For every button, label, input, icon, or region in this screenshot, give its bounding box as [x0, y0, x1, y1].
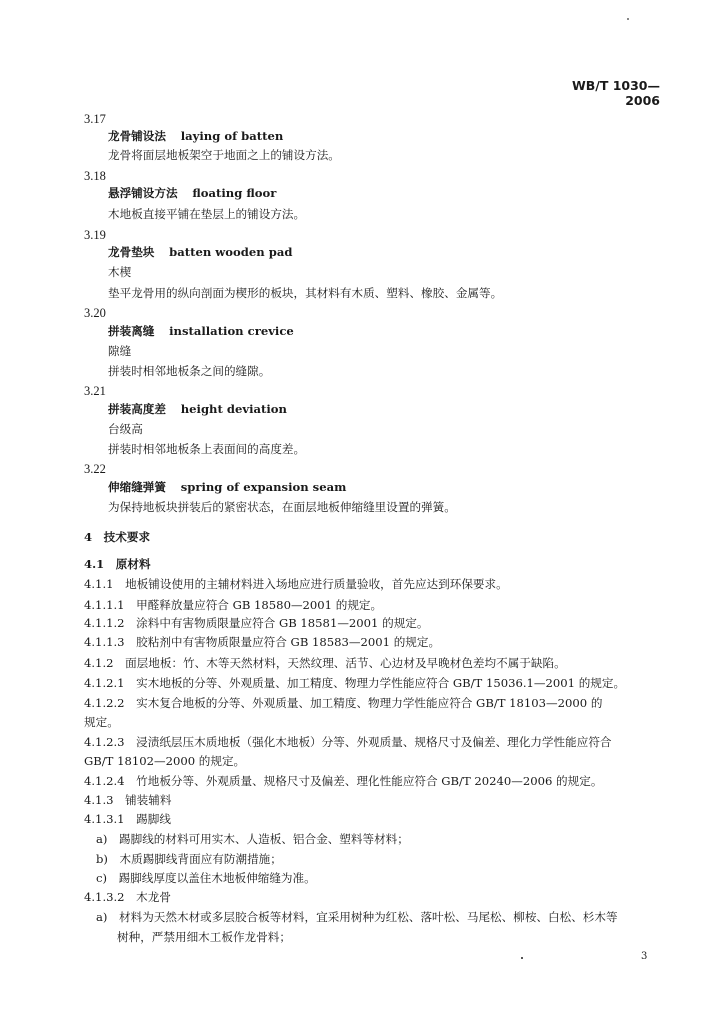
clause-4-1-1-3: 4.1.1.3 胶粘剂中有害物质限量应符合 GB 18583—2001 的规定。: [84, 635, 441, 649]
clause-number-3-19: 3.19: [84, 228, 106, 242]
term-3-17: [108, 129, 283, 143]
definition-3-19: 垫平龙骨用的纵向剖面为楔形的板块，其材料有木质、塑料、橡胶、金属等。: [108, 286, 503, 300]
list-item-a: a) 踢脚线的材料可用实木、人造板、铝合金、塑料等材料；: [96, 832, 409, 846]
clause-4-1-1: 4.1.1 地板铺设使用的主辅材料进入场地应进行质量验收，首先应达到环保要求。: [84, 577, 508, 591]
list-item-c: c) 踢脚线厚度以盖住木地板伸缩缝为准。: [96, 871, 316, 885]
term-3-20: [108, 324, 294, 338]
clause-4-1-2: 4.1.2 面层地板：竹、木等天然材料，天然纹理、活节、心边材及早晚材色差均不属于缺陷。: [84, 656, 566, 670]
clause-4-1-1-1: 4.1.1.1 甲醛释放量应符合 GB 18580—2001 的规定。: [84, 598, 383, 612]
definition-3-22: 为保持地板块拼装后的紧密状态，在面层地板伸缩缝里设置的弹簧。: [108, 500, 456, 514]
clause-number-3-17: 3.17: [84, 112, 106, 126]
term-3-21: [108, 402, 287, 416]
term-english: height deviation: [180, 402, 287, 416]
clause-4-1-2-2: 4.1.2.2 实木复合地板的分等、外观质量、加工精度、物理力学性能应符合 GB/T 18103—2000 的: [84, 696, 603, 710]
term-english: floating floor: [192, 186, 277, 200]
alias-3-21: 台级高: [108, 422, 143, 436]
section-heading: 4 技术要求: [84, 530, 151, 544]
clause-number-3-20: 3.20: [84, 306, 106, 320]
clause-4-1-2-3-cont: GB/T 18102—2000 的规定。: [84, 754, 246, 768]
clause-4-1-3-1: 4.1.3.1 踢脚线: [84, 812, 171, 826]
term-english: installation crevice: [169, 324, 294, 338]
clause-4-1-1-2: 4.1.1.2 涂料中有害物质限量应符合 GB 18581—2001 的规定。: [84, 616, 429, 630]
alias-3-19: 木楔: [108, 265, 132, 279]
term-english: batten wooden pad: [169, 245, 293, 259]
page-number: 3: [641, 951, 648, 962]
term-english: spring of expansion seam: [180, 480, 347, 494]
clause-4-1-2-3: 4.1.2.3 浸渍纸层压木质地板（强化木地板）分等、外观质量、规格尺寸及偏差、理化力学性能应符合: [84, 735, 612, 749]
term-chinese: 龙骨垫块: [108, 245, 155, 259]
term-chinese: 拼装离缝: [108, 324, 155, 338]
definition-3-20: 拼装时相邻地板条之间的缝隙。: [108, 364, 271, 378]
term-3-22: [108, 480, 346, 494]
term-3-18: [108, 186, 276, 200]
clause-4-1-2-4: 4.1.2.4 竹地板分等、外观质量、规格尺寸及偏差、理化性能应符合 GB/T 20240—2006 的规定。: [84, 774, 603, 788]
speck-mark-top: [627, 18, 629, 20]
definition-3-21: 拼装时相邻地板条上表面间的高度差。: [108, 442, 306, 456]
term-chinese: 伸缩缝弹簧: [108, 480, 166, 494]
speck-mark: [521, 957, 523, 959]
clause-4-1-3-2: 4.1.3.2 木龙骨: [84, 890, 171, 904]
term-3-19: [108, 245, 292, 259]
list-item-b: b) 木质踢脚线背面应有防潮措施；: [96, 852, 282, 866]
alias-3-20: 隙缝: [108, 344, 132, 358]
term-english: laying of batten: [180, 129, 284, 143]
term-chinese: 拼装高度差: [108, 402, 166, 416]
definition-3-18: 木地板直接平铺在垫层上的铺设方法。: [108, 207, 306, 221]
document-header-code: WB/T 1030—2006: [571, 78, 660, 108]
clause-4-1: 4.1 原材料: [84, 557, 151, 571]
list-item-a-2: a) 材料为天然木材或多层胶合板等材料，宜采用树种为红松、落叶松、马尾松、柳桉、白松、杉木等: [96, 910, 618, 924]
clause-number-3-18: 3.18: [84, 169, 106, 183]
clause-4-1-2-1: 4.1.2.1 实木地板的分等、外观质量、加工精度、物理力学性能应符合 GB/T 15036.1—2001 的规定。: [84, 676, 626, 690]
clause-number-3-22: 3.22: [84, 462, 106, 476]
term-chinese: 龙骨铺设法: [108, 129, 166, 143]
clause-number-3-21: 3.21: [84, 384, 106, 398]
definition-3-17: 龙骨将面层地板架空于地面之上的铺设方法。: [108, 148, 340, 162]
clause-4-1-3: 4.1.3 铺装辅料: [84, 793, 172, 807]
clause-4-1-2-2-cont: 规定。: [84, 715, 119, 729]
list-item-a-2-cont: 树种，严禁用细木工板作龙骨料；: [117, 930, 291, 944]
term-chinese: 悬浮铺设方法: [108, 186, 178, 200]
